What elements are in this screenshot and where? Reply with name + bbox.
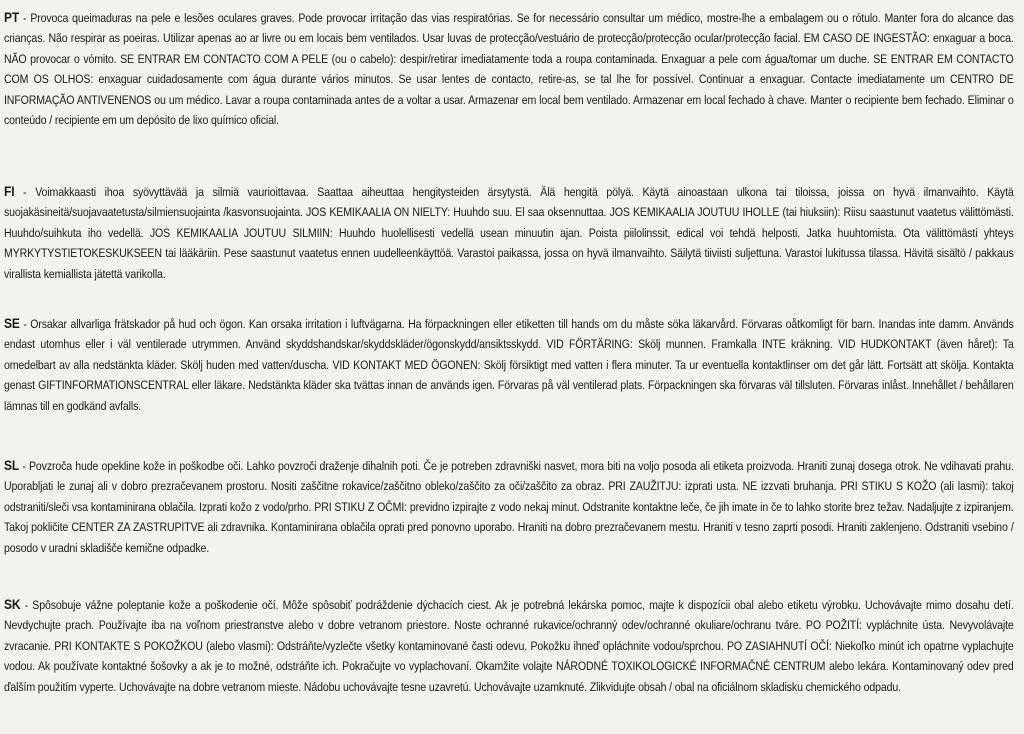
section-text: Orsakar allvarliga frätskador på hud och ögon. Kan orsaka irritation i luftvägarna. Ha förpackningen eller etiketten till hands om du måste söka läkarvård. Förvaras oåtkomligt för barn. Inandas inte damm. Används endast utomhus eller i väl ventilerade utrymmen. Använd skyddshandskar/skyddskläder/ögonskydd/ansiktsskydd. VID FÖRTÄRING: Skölj munnen. Framkalla INTE kräkning. VID HUDKONTAKT (även håret): Ta omedelbart av alla nedstänkta kläder. Skölj huden med vatten/duscha. VID KONTAKT MED ÖGONEN: Skölj försiktigt med vatten i flera minuter. Ta ur eventuella kontaktlinser om det går lätt. Fortsätt att skölja. Kontakta genast GIFTINFORMATIONSCENTRAL eller läkare. Nedstänkta kläder ska tvättas innan de används igen. Förvaras på väl ventilerad plats. Förpackningen ska förvaras väl tillsluten. Förvaras inlåst. Innehållet / behållaren lämnas till en godkänd avfalls. xyxy=(4,317,1014,413)
code-separator: - xyxy=(14,185,36,199)
code-separator: - xyxy=(19,11,31,25)
section-sl xyxy=(4,455,1014,558)
language-code: PT xyxy=(4,9,20,25)
language-code: SL xyxy=(4,457,20,473)
section-text: Provoca queimaduras na pele e lesões oculares graves. Pode provocar irritação das vias respiratórias. Se for necessário consultar um médico, mostre-lhe a embalagem ou o rótulo. Manter fora do alcance das crianças. Não respirar as poeiras. Utilizar apenas ao ar livre ou em locais bem ventilados. Usar luvas de protecção/vestuário de protecção/protecção ocular/protecção facial. EM CASO DE INGESTÃO: enxaguar a boca. NÃO provocar o vómito. SE ENTRAR EM CONTACTO COM A PELE (ou o cabelo): despir/retirar imediatamente toda a roupa contaminada. Enxaguar a pele com água/tomar um duche. SE ENTRAR EM CONTACTO COM OS OLHOS: enxaguar cuidadosamente com água durante vários minutos. Se usar lentes de contacto, retire-as, se tal lhe for possível. Continuar a enxaguar. Contacte imediatamente um CENTRO DE INFORMAÇÃO ANTIVENENOS ou um médico. Lavar a roupa contaminada antes de a voltar a usar. Armazenar em local bem ventilado. Armazenar em local fechado à chave. Manter o recipiente bem fechado. Eliminar o conteúdo / recipiente em um depósito de lixo químico oficial. xyxy=(4,11,1014,128)
language-code: FI xyxy=(4,183,15,199)
code-separator: - xyxy=(19,459,29,473)
section-text: Povzroča hude opekline kože in poškodbe oči. Lahko povzroči draženje dihalnih poti. Če je potreben zdravniški nasvet, mora biti na voljo posoda ali etiketa proizvoda. Hraniti zunaj dosega otrok. Ne vdihavati prahu. Uporabljati le zunaj ali v dobro prezračevanem prostoru. Nositi zaščitne rokavice/zaščitno obleko/zaščito za oči/zaščito za obraz. PRI ZAUŽITJU: izprati usta. NE izzvati bruhanja. PRI STIKU S KOŽO (ali lasmi): takoj odstraniti/sleči vsa kontaminirana oblačila. Izprati kožo z vodo/prho. PRI STIKU Z OČMI: previdno izpirajte z vodo nekaj minut. Odstranite kontaktne leče, če jih imate in če to lahko storite brez težav. Nadaljujte z izpiranjem. Takoj pokličite CENTER ZA ZASTRUPITVE ali zdravnika. Kontaminirana oblačila oprati pred ponovno uporabo. Hraniti na dobro prezračevanem mestu. Hraniti v tesno zaprti posodi. Hraniti zaklenjeno. Odstraniti vsebino / posodo v uradni skladišče kemične odpadke. xyxy=(4,459,1014,555)
language-code: SK xyxy=(4,596,21,612)
section-sk xyxy=(4,594,1014,697)
section-fi xyxy=(4,181,1014,284)
section-text: Spôsobuje vážne poleptanie kože a poškodenie očí. Môže spôsobiť podráždenie dýchacích ciest. Ak je potrebná lekárska pomoc, majte k dispozícii obal alebo etiketu výrobku. Uchovávajte mimo dosahu detí. Nevdychujte prach. Používajte iba na voľnom priestranstve alebo v dobre vetranom priestore. Noste ochranné rukavice/ochranný odev/ochranné okuliare/ochranu tváre. PO POŽITÍ: vypláchnite ústa. Nevyvolávajte zvracanie. PRI KONTAKTE S POKOŽKOU (alebo vlasmi): Odstráňte/vyzlečte všetky kontaminované časti odevu. Pokožku ihneď opláchnite vodou/sprchou. PO ZASIAHNUTÍ OČÍ: Niekoľko minút ich opatrne vyplachujte vodou. Ak používate kontaktné šošovky a ak je to možné, odstráňte ich. Pokračujte vo vyplachovaní. Okamžite volajte NÁRODNÉ TOXIKOLOGICKÉ INFORMAČNÉ CENTRUM alebo lekára. Kontaminovaný odev pred ďalším použitím vyperte. Uchovávajte na dobre vetranom mieste. Nádobu uchovávajte tesne uzavretú. Uchovávajte uzamknuté. Zlikvidujte obsah / obal na oficiálnom skladisku chemického odpadu. xyxy=(4,598,1014,694)
section-pt xyxy=(4,7,1014,130)
code-separator: - xyxy=(20,598,33,612)
code-separator: - xyxy=(19,317,31,331)
section-se xyxy=(4,313,1014,416)
section-text: Voimakkaasti ihoa syövyttävää ja silmiä vaurioittavaa. Saattaa aiheuttaa hengitysteiden ärsytystä. Älä hengitä pölyä. Käytä ainoastaan ulkona tai tiloissa, joissa on hyvä ilmanvaihto. Käytä suojakäsineitä/suojavaatetusta/silmiensuojainta /kasvonsuojainta. JOS KEMIKAALIA ON NIELTY: Huuhdo suu. El saa oksennuttaa. JOS KEMIKAALIA JOUTUU IHOLLE (tai hiuksiin): Riisu saastunut vaatetus välittömästi. Huuhdo/suihkuta iho vedellä. JOS KEMIKAALIA JOUTUU SILMIIN: Huuhdo huolellisesti vedellä usean minuutin ajan. Poista piilolinssit, edical voi tehdä helposti. Jatka huuhtomista. Ota välittömästi yhteys MYRKYTYSTIETOKESKUKSEEN tai lääkäriin. Pese saastunut vaatetus ennen uudelleenkäyttöä. Varastoi paikassa, jossa on hyvä ilmanvaihto. Säilytä tiiviisti suljettuna. Varastoi lukitussa tilassa. Hävitä sisältö / pakkaus virallista kemiallista jätettä varikolla. xyxy=(4,185,1014,281)
language-code: SE xyxy=(4,315,20,331)
